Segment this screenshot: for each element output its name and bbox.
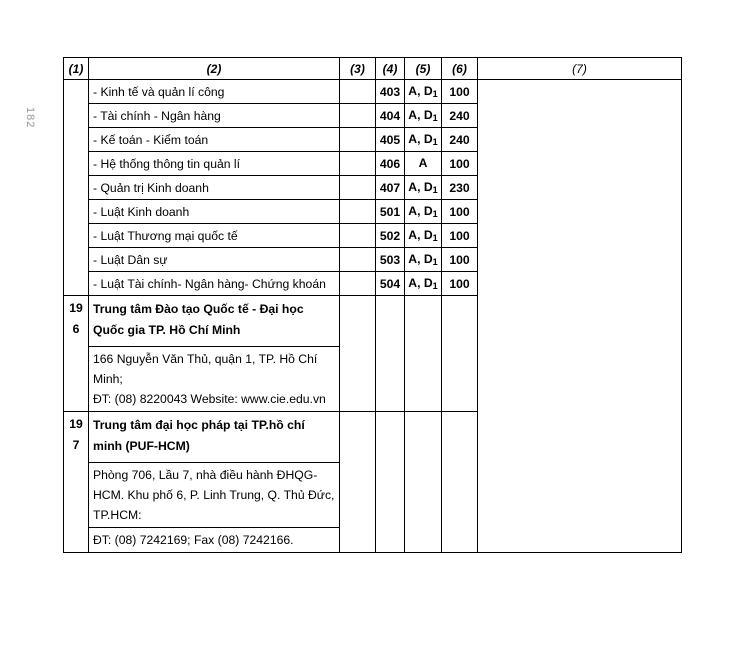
- quota: 100: [442, 272, 478, 296]
- major-code: 501: [376, 200, 405, 224]
- empty-cell: [340, 176, 376, 200]
- empty-cell: [340, 412, 376, 553]
- exam-group: A, $D_1$: [405, 104, 442, 128]
- major-code: 404: [376, 104, 405, 128]
- empty-cell: [340, 152, 376, 176]
- exam-group: A, $D_1$: [405, 128, 442, 152]
- empty-cell: [376, 296, 405, 412]
- major-code: 504: [376, 272, 405, 296]
- empty-cell: [405, 296, 442, 412]
- quota: 100: [442, 248, 478, 272]
- header-col-6: (6): [442, 58, 478, 80]
- exam-group: A, $D_1$: [405, 248, 442, 272]
- empty-cell: [442, 412, 478, 553]
- major-name: - Kế toán - Kiểm toán: [89, 128, 340, 152]
- header-col-4: (4): [376, 58, 405, 80]
- major-code: 502: [376, 224, 405, 248]
- major-name: - Luật Dân sự: [89, 248, 340, 272]
- header-row: [64, 58, 682, 80]
- table-row: [64, 80, 682, 104]
- major-code: 407: [376, 176, 405, 200]
- empty-cell: [405, 412, 442, 553]
- header-col-3: (3): [340, 58, 376, 80]
- admissions-table: [63, 57, 682, 553]
- institution-name: Trung tâm Đào tạo Quốc tế - Đại học Quốc gia TP. Hồ Chí Minh: [89, 296, 340, 347]
- institution-number: 19 7: [64, 412, 89, 553]
- major-code: 405: [376, 128, 405, 152]
- header-col-2: (2): [89, 58, 340, 80]
- major-name: - Kinh tế và quản lí công: [89, 80, 340, 104]
- major-code: 503: [376, 248, 405, 272]
- institution-contact: ĐT: (08) 7242169; Fax (08) 7242166.: [89, 528, 340, 553]
- major-name: - Tài chính - Ngân hàng: [89, 104, 340, 128]
- quota: 100: [442, 80, 478, 104]
- address-text: 166 Nguyễn Văn Thủ, quận 1, TP. Hồ Chí Minh;: [93, 352, 318, 386]
- exam-group: A, $D_1$: [405, 272, 442, 296]
- institution-number: 19 6: [64, 296, 89, 412]
- quota: 240: [442, 104, 478, 128]
- exam-group: A, $D_1$: [405, 80, 442, 104]
- empty-cell: [340, 272, 376, 296]
- major-name: - Luật Thương mại quốc tế: [89, 224, 340, 248]
- major-name: - Quản trị Kinh doanh: [89, 176, 340, 200]
- empty-cell: [340, 104, 376, 128]
- header-col-7: (7): [478, 58, 682, 80]
- exam-group: A: [405, 152, 442, 176]
- major-name: - Luật Kinh doanh: [89, 200, 340, 224]
- quota: 240: [442, 128, 478, 152]
- major-name: - Luật Tài chính- Ngân hàng- Chứng khoán: [89, 272, 340, 296]
- header-col-5: (5): [405, 58, 442, 80]
- empty-cell: [340, 224, 376, 248]
- quota: 230: [442, 176, 478, 200]
- contact-text: ĐT: (08) 8220043 Website: www.cie.edu.vn: [93, 392, 326, 406]
- empty-cell: [340, 128, 376, 152]
- page-number: 182: [24, 107, 36, 129]
- header-col-1: (1): [64, 58, 89, 80]
- notes-cell: [478, 80, 682, 553]
- institution-address: [89, 347, 340, 412]
- empty-cell: [340, 200, 376, 224]
- quota: 100: [442, 152, 478, 176]
- empty-cell: [442, 296, 478, 412]
- empty-cell: [340, 248, 376, 272]
- empty-cell: [376, 412, 405, 553]
- major-code: 403: [376, 80, 405, 104]
- empty-cell: [340, 80, 376, 104]
- major-name: - Hệ thống thông tin quản lí: [89, 152, 340, 176]
- empty-cell: [340, 296, 376, 412]
- major-code: 406: [376, 152, 405, 176]
- institution-name: Trung tâm đại học pháp tại TP.hồ chí minh (PUF-HCM): [89, 412, 340, 463]
- quota: 100: [442, 200, 478, 224]
- number-cell: [64, 80, 89, 296]
- exam-group: A, $D_1$: [405, 200, 442, 224]
- institution-address: Phòng 706, Lầu 7, nhà điều hành ĐHQG-HCM. Khu phố 6, P. Linh Trung, Q. Thủ Đức, TP.HCM:: [89, 463, 340, 528]
- exam-group: A, $D_1$: [405, 176, 442, 200]
- quota: 100: [442, 224, 478, 248]
- exam-group: A, $D_1$: [405, 224, 442, 248]
